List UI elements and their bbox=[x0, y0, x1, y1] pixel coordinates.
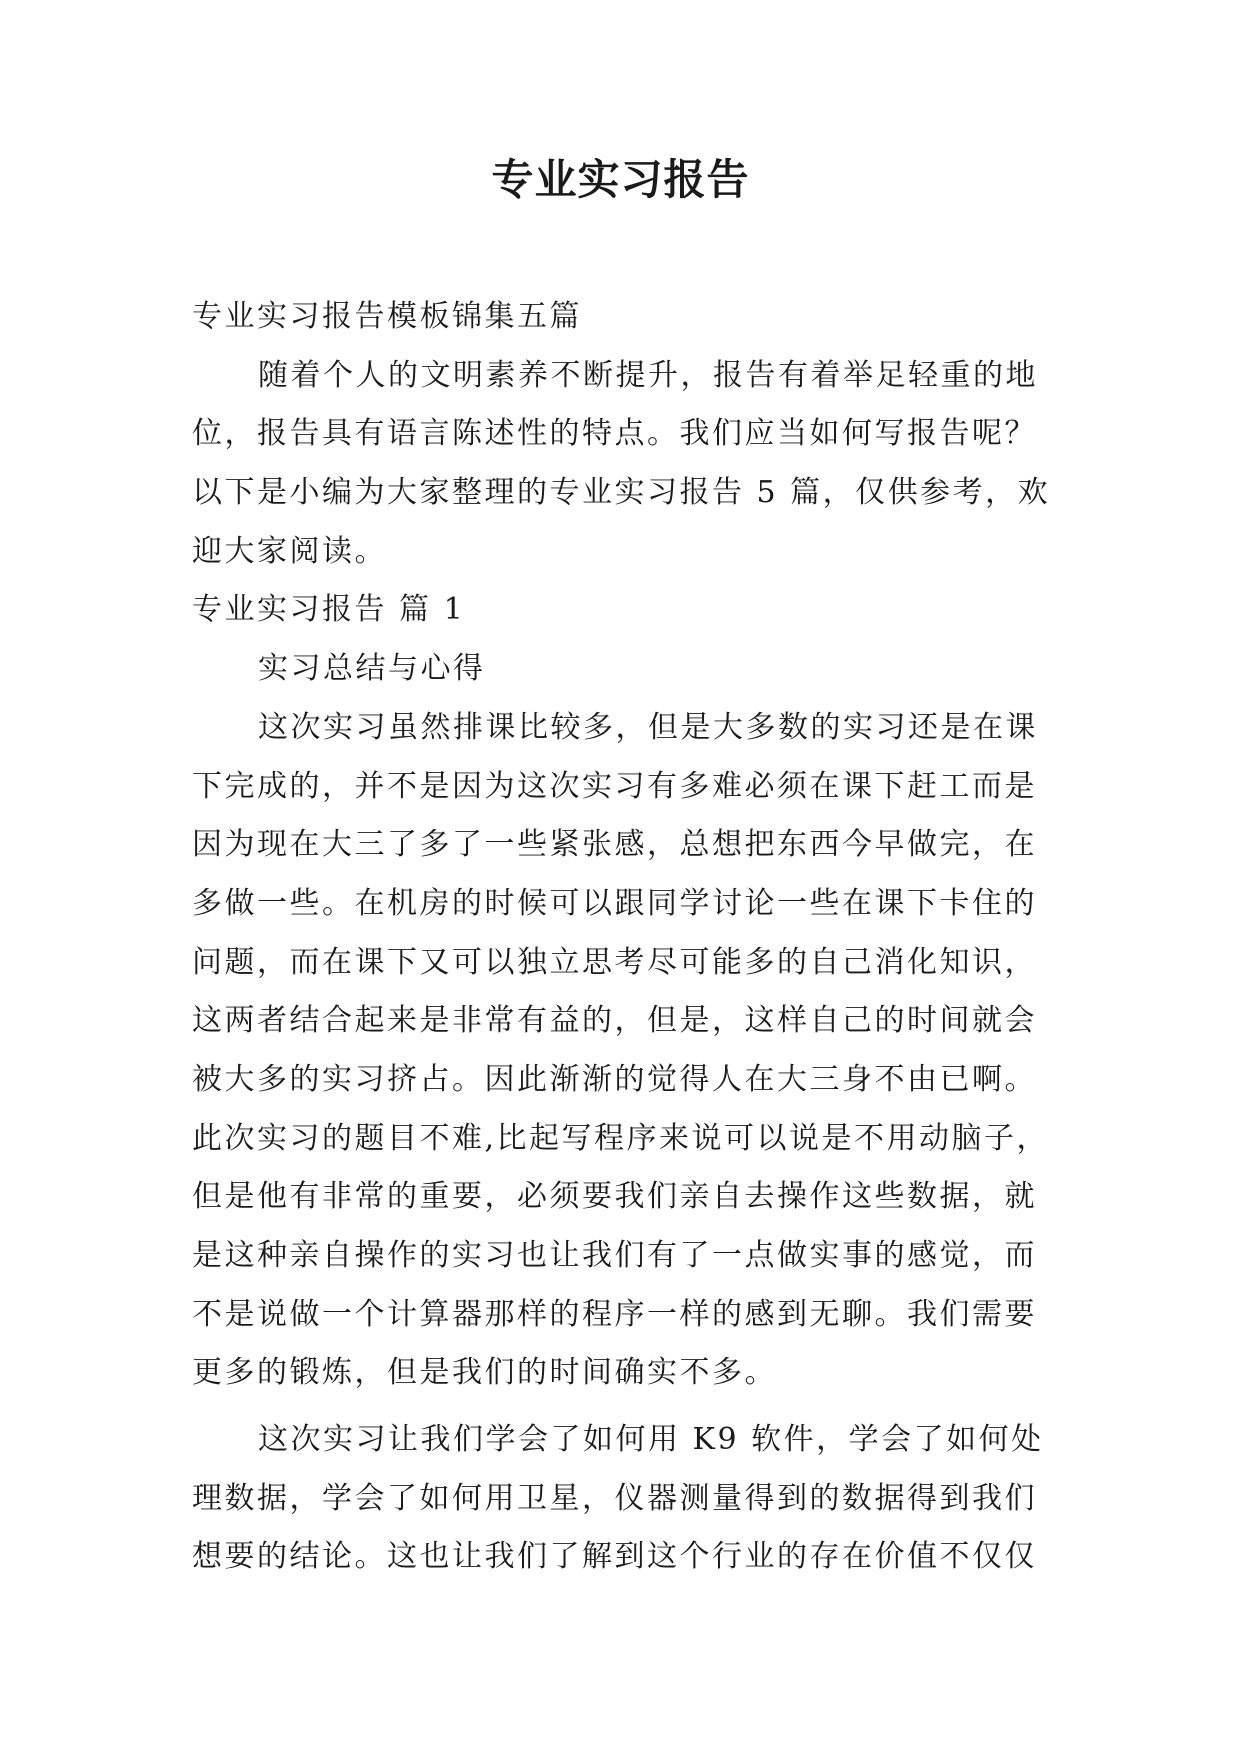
body-line: 这次实习虽然排课比较多，但是大多数的实习还是在课 bbox=[258, 709, 1038, 745]
section-subheading: 实习总结与心得 bbox=[258, 651, 486, 687]
body-line: 这次实习让我们学会了如何用 K9 软件，学会了如何处 bbox=[258, 1422, 1044, 1458]
body-line: 这两者结合起来是非常有益的，但是，这样自己的时间就会 bbox=[192, 1003, 1037, 1039]
intro-line: 以下是小编为大家整理的专业实习报告 5 篇，仅供参考，欢 bbox=[192, 475, 1051, 511]
body-line: 因为现在大三了多了一些紧张感，总想把东西今早做完，在 bbox=[192, 827, 1037, 863]
body-line: 多做一些。在机房的时候可以跟同学讨论一些在课下卡住的 bbox=[192, 885, 1037, 921]
body-line: 不是说做一个计算器那样的程序一样的感到无聊。我们需要 bbox=[192, 1296, 1037, 1332]
body-line: 问题，而在课下又可以独立思考尽可能多的自己消化知识， bbox=[192, 944, 1037, 980]
paragraph-gap bbox=[192, 1403, 1068, 1411]
document-title: 专业实习报告 bbox=[491, 155, 750, 204]
body-line: 被大多的实习挤占。因此渐渐的觉得人在大三身不由已啊。 bbox=[192, 1061, 1037, 1097]
document-body bbox=[192, 288, 1068, 1587]
body-line: 但是他有非常的重要，必须要我们亲自去操作这些数据，就 bbox=[192, 1179, 1037, 1215]
subtitle-line: 专业实习报告模板锦集五篇 bbox=[192, 299, 582, 334]
body-line: 下完成的，并不是因为这次实习有多难必须在课下赶工而是 bbox=[192, 768, 1037, 804]
section-heading: 专业实习报告 篇 1 bbox=[192, 592, 466, 628]
body-line: 此次实习的题目不难,比起写程序来说可以说是不用动脑子， bbox=[192, 1120, 1050, 1156]
intro-line: 随着个人的文明素养不断提升，报告有着举足轻重的地 bbox=[258, 357, 1038, 393]
body-line: 理数据，学会了如何用卫星，仪器测量得到的数据得到我们 bbox=[192, 1480, 1037, 1516]
intro-line: 迎大家阅读。 bbox=[192, 533, 387, 569]
body-line: 是这种亲自操作的实习也让我们有了一点做实事的感觉，而 bbox=[192, 1238, 1037, 1273]
body-line: 更多的锻炼，但是我们的时间确实不多。 bbox=[192, 1355, 777, 1391]
intro-line: 位，报告具有语言陈述性的特点。我们应当如何写报告呢？ bbox=[192, 416, 1037, 452]
body-line: 想要的结论。这也让我们了解到这个行业的存在价值不仅仅 bbox=[192, 1539, 1037, 1575]
